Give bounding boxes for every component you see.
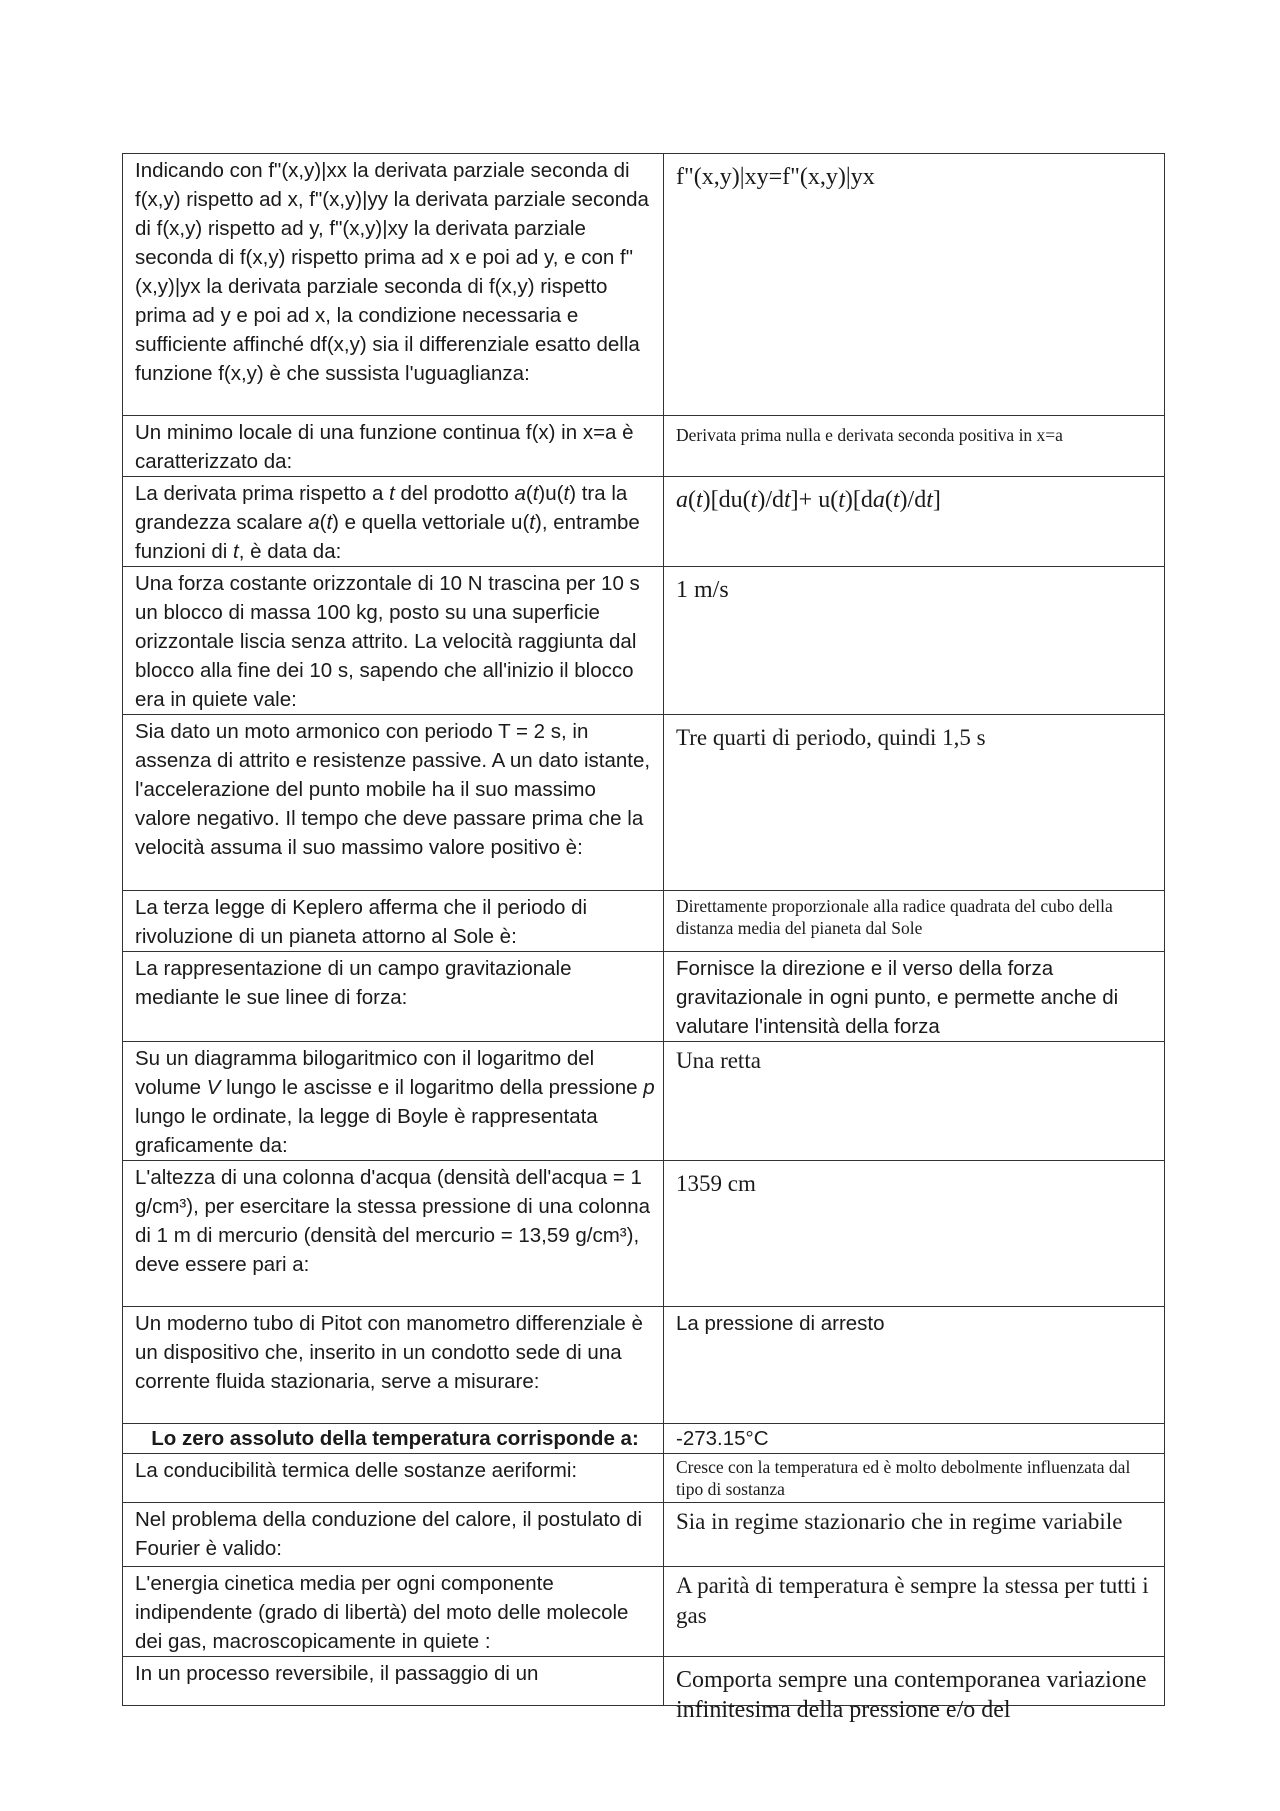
question-text: Nel problema della conduzione del calore, il postulato di Fourier è valido:	[135, 1508, 643, 1560]
table-row	[123, 1657, 1165, 1706]
question-cell	[123, 1307, 664, 1424]
question-cell	[123, 1424, 664, 1454]
answer-cell	[664, 1307, 1165, 1424]
answer-text: a(t)[du(t)/dt]+ u(t)[da(t)/dt]	[676, 487, 941, 513]
answer-text: Derivata prima nulla e derivata seconda positiva in x=a	[676, 425, 1063, 445]
table-row	[123, 1161, 1165, 1307]
answer-text: Fornisce la direzione e il verso della forza gravitazionale in ogni punto, e permette anche di valutare l'intensità della forza	[676, 957, 1119, 1038]
answer-cell	[664, 477, 1165, 567]
answer-cell	[664, 416, 1165, 477]
answer-cell	[664, 1503, 1165, 1567]
table-row	[123, 952, 1165, 1042]
question-cell	[123, 1657, 664, 1706]
table-row	[123, 477, 1165, 567]
table-row	[123, 891, 1165, 952]
question-text: Su un diagramma bilogaritmico con il logaritmo del volume V lungo le ascisse e il logaritmo della pressione p lungo le ordinate, la legge di Boyle è rappresentata graficamente da:	[135, 1047, 655, 1157]
table-row	[123, 1503, 1165, 1567]
question-text: Sia dato un moto armonico con periodo T = 2 s, in assenza di attrito e resistenze passive. A un dato istante, l'accelerazione del punto mobile ha il suo massimo valore negativo. Il tempo che deve passare prima che la velocità assuma il suo massimo valore positivo è:	[135, 720, 651, 859]
question-text: Indicando con f"(x,y)|xx la derivata parziale seconda di f(x,y) rispetto ad x, f"(x,y)|yy la derivata parziale seconda di f(x,y) rispetto ad y, f"(x,y)|xy la derivata parziale seconda di f(x,y) rispetto prima ad x e poi ad y, e con f"(x,y)|yx la derivata parziale seconda di f(x,y) rispetto prima ad y e poi ad x, la condizione necessaria e sufficiente affinché df(x,y) sia il differenziale esatto della funzione f(x,y) è che sussista l'uguaglianza:	[135, 159, 649, 385]
answer-cell	[664, 567, 1165, 715]
table-row	[123, 1454, 1165, 1503]
question-text: Un minimo locale di una funzione continua f(x) in x=a è caratterizzato da:	[135, 421, 634, 473]
answer-text: Comporta sempre una contemporanea variazione infinitesima della pressione e/o del	[676, 1667, 1147, 1723]
answer-text: La pressione di arresto	[676, 1312, 885, 1335]
question-cell	[123, 154, 664, 416]
question-cell	[123, 1503, 664, 1567]
question-text: Una forza costante orizzontale di 10 N trascina per 10 s un blocco di massa 100 kg, posto su una superficie orizzontale liscia senza attrito. La velocità raggiunta dal blocco alla fine dei 10 s, sapendo che all'inizio il blocco era in quiete vale:	[135, 572, 640, 711]
question-cell	[123, 952, 664, 1042]
table-row	[123, 715, 1165, 891]
table-row	[123, 567, 1165, 715]
question-cell	[123, 1567, 664, 1657]
qa-table	[122, 153, 1165, 1723]
question-cell	[123, 1161, 664, 1307]
answer-cell	[664, 715, 1165, 891]
answer-cell	[664, 1567, 1165, 1657]
question-text: Un moderno tubo di Pitot con manometro differenziale è un dispositivo che, inserito in un condotto sede di una corrente fluida stazionaria, serve a misurare:	[135, 1312, 643, 1393]
question-text: La conducibilità termica delle sostanze aeriformi:	[135, 1459, 578, 1482]
answer-text: 1359 cm	[676, 1171, 756, 1196]
question-text: L'altezza di una colonna d'acqua (densità dell'acqua = 1 g/cm³), per esercitare la stessa pressione di una colonna di 1 m di mercurio (densità del mercurio = 13,59 g/cm³), deve essere pari a:	[135, 1166, 651, 1276]
table-row	[123, 154, 1165, 416]
question-cell	[123, 891, 664, 952]
answer-cell	[664, 952, 1165, 1042]
answer-cell	[664, 1454, 1165, 1503]
table-row	[123, 1567, 1165, 1657]
table-row	[123, 416, 1165, 477]
question-cell	[123, 1454, 664, 1503]
answer-cell	[664, 1424, 1165, 1454]
answer-cell	[664, 891, 1165, 952]
question-text: La rappresentazione di un campo gravitazionale mediante le sue linee di forza:	[135, 957, 572, 1009]
answer-text: Direttamente proporzionale alla radice quadrata del cubo della distanza media del pianeta dal Sole	[676, 896, 1113, 938]
question-text: Lo zero assoluto della temperatura corrisponde a:	[151, 1427, 639, 1450]
answer-cell	[664, 1042, 1165, 1161]
question-text: La derivata prima rispetto a t del prodotto a(t)u(t) tra la grandezza scalare a(t) e quella vettoriale u(t), entrambe funzioni di t, è data da:	[135, 482, 640, 563]
answer-cell	[664, 154, 1165, 416]
answer-text: Una retta	[676, 1048, 761, 1073]
answer-text: -273.15°C	[676, 1427, 769, 1450]
answer-cell	[664, 1657, 1165, 1723]
question-cell	[123, 715, 664, 891]
answer-text: 1 m/s	[676, 577, 729, 603]
answer-text: f"(x,y)|xy=f"(x,y)|yx	[676, 164, 875, 190]
answer-cell	[664, 1161, 1165, 1307]
question-text: L'energia cinetica media per ogni componente indipendente (grado di libertà) del moto delle molecole dei gas, macroscopicamente in quiete :	[135, 1572, 629, 1653]
question-text: In un processo reversibile, il passaggio di un	[135, 1662, 539, 1685]
question-cell	[123, 567, 664, 715]
table-row	[123, 1042, 1165, 1161]
question-cell	[123, 1042, 664, 1161]
table-row	[123, 1424, 1165, 1454]
question-text: La terza legge di Keplero afferma che il periodo di rivoluzione di un pianeta attorno al Sole è:	[135, 896, 588, 948]
answer-text: Cresce con la temperatura ed è molto debolmente influenzata dal tipo di sostanza	[676, 1457, 1131, 1499]
table-row	[123, 1307, 1165, 1424]
answer-text: A parità di temperatura è sempre la stessa per tutti i gas	[676, 1573, 1149, 1628]
answer-text: Sia in regime stazionario che in regime variabile	[676, 1509, 1123, 1534]
question-cell	[123, 477, 664, 567]
answer-text: Tre quarti di periodo, quindi 1,5 s	[676, 725, 986, 750]
question-cell	[123, 416, 664, 477]
